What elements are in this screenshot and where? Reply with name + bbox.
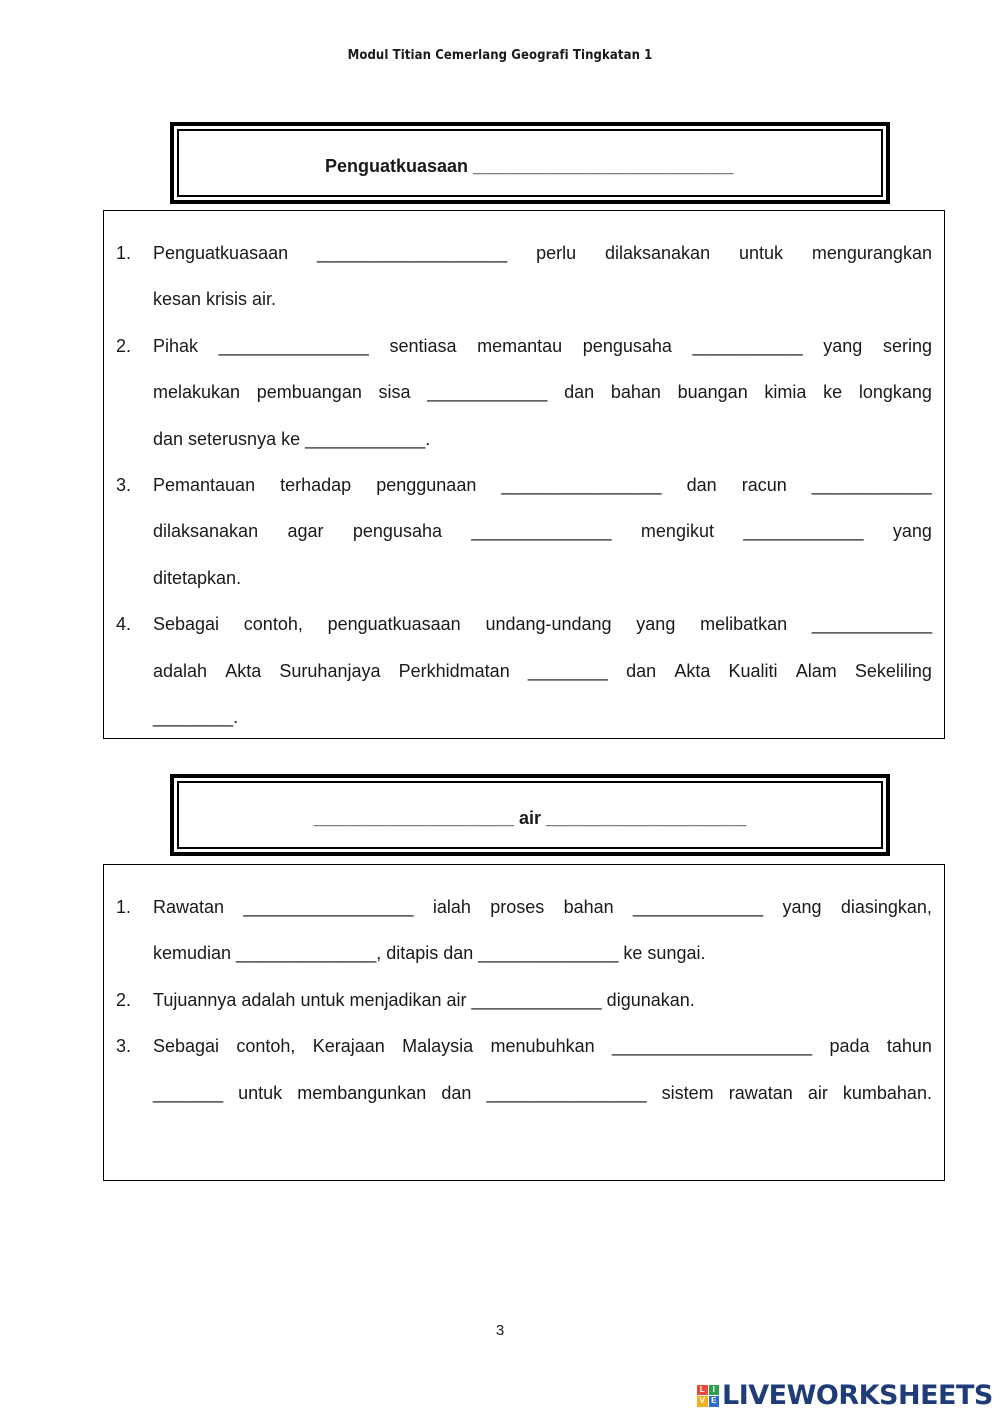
text-line <box>153 660 932 682</box>
text-line: ditetapkan. <box>153 567 242 588</box>
text-line <box>153 242 932 264</box>
word: buangan <box>677 382 748 403</box>
text-line <box>153 896 932 918</box>
text-line: Tujuannya adalah untuk menjadikan air _____________ digunakan. <box>153 989 695 1010</box>
word: pengusaha <box>582 335 672 356</box>
word: agar <box>287 521 324 542</box>
word: dan <box>441 1082 472 1103</box>
word: yang <box>892 521 932 542</box>
page-number: 3 <box>495 1322 505 1339</box>
word: ialah <box>432 897 471 917</box>
word: penggunaan <box>376 475 477 495</box>
blank-field[interactable]: ________ <box>527 660 608 681</box>
word: penguatkuasaan <box>327 614 461 635</box>
word: Alam <box>795 660 837 681</box>
word: Akta <box>674 660 711 681</box>
word: dilaksanakan <box>153 521 259 542</box>
liveworksheets-logo[interactable] <box>697 1380 993 1411</box>
section2-title-box <box>170 774 890 856</box>
text-line <box>153 474 932 496</box>
word: bahan <box>610 382 661 403</box>
word: diasingkan, <box>840 897 932 917</box>
word: Perkhidmatan <box>398 660 510 681</box>
blank-field[interactable]: ________________ <box>486 1082 647 1103</box>
word: Suruhanjaya <box>279 660 381 681</box>
blank-field[interactable]: ____________ <box>743 521 864 542</box>
word: Penguatkuasaan <box>153 243 289 263</box>
text-line <box>153 381 932 403</box>
word: dan <box>626 660 657 681</box>
word: longkang <box>858 382 932 403</box>
word: dan <box>564 382 595 403</box>
word: dan <box>686 475 717 495</box>
word: mengikut <box>640 521 714 542</box>
word: perlu <box>536 243 577 263</box>
word: Rawatan <box>153 897 225 917</box>
text-line: kesan krisis air. <box>153 289 277 310</box>
word: racun <box>741 475 787 495</box>
item-number: 3. <box>116 1036 132 1057</box>
word: sentiasa <box>389 335 457 356</box>
word: tahun <box>886 1036 932 1057</box>
liveworksheets-logo-icon <box>697 1385 719 1407</box>
word: melakukan <box>153 382 241 403</box>
logo-icon-tile: E <box>709 1396 720 1407</box>
word: untuk <box>238 1082 283 1103</box>
header-title: Modul Titian Cemerlang Geografi Tingkatan 1 <box>347 48 653 63</box>
blank-field[interactable]: ___________________ <box>317 243 508 263</box>
section1-content-box <box>103 210 945 739</box>
word: Pemantauan <box>153 475 256 495</box>
word: ke <box>823 382 843 403</box>
text-line <box>153 1082 932 1104</box>
word: terhadap <box>280 475 352 495</box>
word: air <box>807 1082 828 1103</box>
word: melibatkan <box>700 614 788 635</box>
blank-field[interactable]: ____________ <box>811 475 932 495</box>
word: memantau <box>477 335 563 356</box>
word: kimia <box>764 382 807 403</box>
word: undang-undang <box>485 614 612 635</box>
blank-field[interactable]: _________________ <box>243 897 414 917</box>
word: sisa <box>378 382 411 403</box>
word: mengurangkan <box>811 243 932 263</box>
blank-field[interactable]: ___________ <box>692 335 803 356</box>
word: sistem <box>661 1082 714 1103</box>
word: dilaksanakan <box>605 243 711 263</box>
blank-field[interactable]: ____________________ <box>611 1036 813 1057</box>
text-line <box>153 520 932 542</box>
blank-field[interactable]: ____________ <box>811 614 932 635</box>
word: contoh, <box>243 614 303 635</box>
text-line: ________. <box>153 707 239 727</box>
word: yang <box>782 897 822 917</box>
word: pengusaha <box>352 521 442 542</box>
item-number: 2. <box>116 989 132 1010</box>
word: pembuangan <box>256 382 362 403</box>
word: proses <box>490 897 545 917</box>
word: adalah <box>153 660 208 681</box>
blank-field[interactable]: _______ <box>153 1082 224 1103</box>
word: sering <box>882 335 932 356</box>
item-number: 1. <box>116 897 132 917</box>
word: Pihak <box>153 335 199 356</box>
blank-field[interactable]: _____________ <box>633 897 764 917</box>
word: Kualiti <box>728 660 778 681</box>
word: yang <box>636 614 676 635</box>
word: kumbahan. <box>842 1082 932 1103</box>
text-line <box>153 613 932 635</box>
item-number: 1. <box>116 243 132 263</box>
section2-title: ____________________ air ____________________ <box>313 807 747 828</box>
blank-field[interactable]: ____________ <box>427 382 548 403</box>
text-line <box>153 1035 932 1057</box>
word: Kerajaan <box>312 1036 385 1057</box>
word: untuk <box>738 243 783 263</box>
word: Sebagai <box>153 1036 220 1057</box>
word: rawatan <box>728 1082 793 1103</box>
logo-icon-tile: L <box>697 1385 708 1396</box>
word: pada <box>829 1036 870 1057</box>
logo-icon-tile: I <box>709 1385 720 1396</box>
item-number: 2. <box>116 335 132 356</box>
word: Sebagai <box>153 614 220 635</box>
blank-field[interactable]: ________________ <box>501 475 662 495</box>
word: membangunkan <box>297 1082 427 1103</box>
word: Sekeliling <box>854 660 932 681</box>
text-line: kemudian ______________, ditapis dan ______________ ke sungai. <box>153 943 706 964</box>
section1-title: Penguatkuasaan __________________________ <box>325 155 734 176</box>
item-number: 4. <box>116 614 132 635</box>
text-line <box>153 335 932 357</box>
word: yang <box>823 335 863 356</box>
blank-field[interactable]: _______________ <box>218 335 369 356</box>
item-number: 3. <box>116 475 132 495</box>
word: bahan <box>563 897 614 917</box>
logo-icon-tile: V <box>697 1396 708 1407</box>
word: contoh, <box>236 1036 296 1057</box>
section2-content-box <box>103 864 945 1181</box>
word: Akta <box>225 660 262 681</box>
liveworksheets-logo-text: LIVEWORKSHEETS <box>722 1380 993 1411</box>
text-line: dan seterusnya ke ____________. <box>153 428 431 449</box>
blank-field[interactable]: ______________ <box>471 521 612 542</box>
word: menubuhkan <box>490 1036 595 1057</box>
section1-title-box <box>170 122 890 204</box>
word: Malaysia <box>402 1036 474 1057</box>
